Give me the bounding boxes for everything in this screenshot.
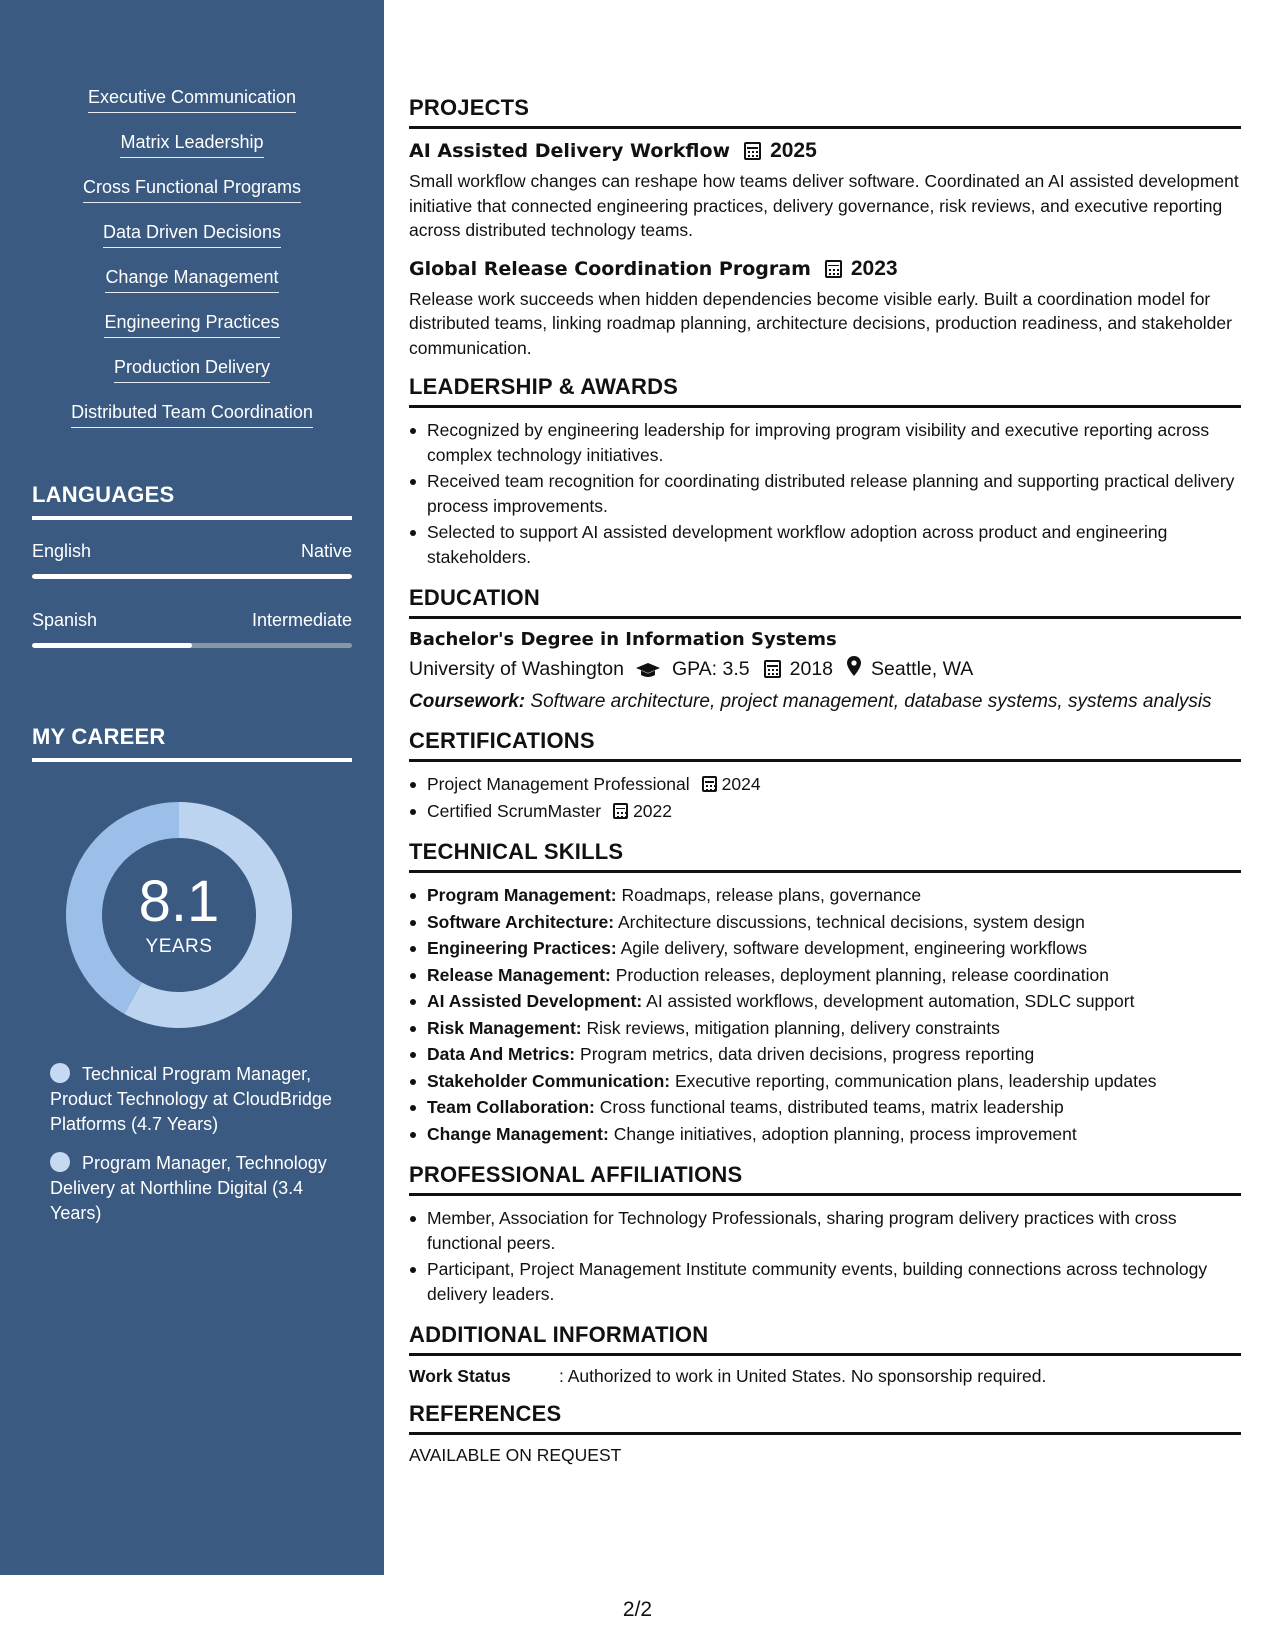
skill-item xyxy=(409,883,1241,908)
languages-heading: LANGUAGES xyxy=(32,482,352,520)
skill-tag: Executive Communication xyxy=(88,86,296,113)
page-number: 2/2 xyxy=(622,1598,653,1621)
skill-tag: Engineering Practices xyxy=(104,311,279,338)
section-title: EDUCATION xyxy=(409,585,1241,619)
location-pin-icon xyxy=(847,656,861,682)
education-year: 2018 xyxy=(789,657,834,680)
calendar-icon xyxy=(744,142,761,160)
career-item-text: Program Manager, Technology Delivery at Northline Digital (3.4 Years) xyxy=(50,1153,327,1223)
career-list xyxy=(50,1062,340,1240)
project-description: Release work succeeds when hidden dependencies become visible early. Built a coordination model for distributed teams, linking roadmap planning, architecture decisions, production readiness, and stakeholder communication. xyxy=(409,288,1232,358)
graduation-cap-icon xyxy=(636,662,660,676)
skill-value: Executive reporting, communication plans, leadership updates xyxy=(674,1070,1157,1091)
coursework xyxy=(409,690,1241,714)
calendar-icon xyxy=(825,260,842,278)
language-bar xyxy=(32,574,352,579)
skill-item xyxy=(409,963,1241,988)
work-status xyxy=(409,1366,1241,1387)
certification-name: Project Management Professional xyxy=(427,774,690,794)
sidebar xyxy=(0,0,384,1575)
education-location: Seattle, WA xyxy=(871,657,974,680)
career-item-text: Technical Program Manager, Product Technology at CloudBridge Platforms (4.7 Years) xyxy=(50,1064,332,1134)
coursework-text: Software architecture, project management, database systems, systems analysis xyxy=(530,691,1212,712)
list-item: Recognized by engineering leadership for improving program visibility and executive reporting across complex technology initiatives. xyxy=(409,418,1241,467)
education-details xyxy=(409,656,1241,682)
project-description: Small workflow changes can reshape how teams deliver software. Coordinated an AI assisted development initiative that connected engineering practices, delivery governance, risk reviews, and executive reporting across distributed technology teams. xyxy=(409,171,1239,240)
skill-label: Risk Management: xyxy=(427,1017,582,1038)
legend-dot xyxy=(50,1063,70,1083)
skill-value: Production releases, deployment planning, release coordination xyxy=(615,964,1109,985)
skill-value: Agile delivery, software development, engineering workflows xyxy=(620,938,1088,958)
skill-tags xyxy=(0,86,384,446)
language-bar xyxy=(32,643,352,648)
work-status-label: Work Status xyxy=(409,1366,511,1386)
project-title xyxy=(409,139,1241,163)
skill-item xyxy=(409,1042,1241,1067)
skill-item xyxy=(409,1122,1241,1147)
calendar-icon xyxy=(613,803,628,819)
skill-value: Cross functional teams, distributed teams, matrix leadership xyxy=(599,1097,1064,1117)
skill-tag: Production Delivery xyxy=(114,356,270,383)
project-title xyxy=(409,257,1241,281)
career-item xyxy=(50,1151,340,1226)
list-item: Selected to support AI assisted development workflow adoption across product and engineering stakeholders. xyxy=(409,520,1241,569)
project-year: 2023 xyxy=(850,256,898,280)
skill-tag: Data Driven Decisions xyxy=(103,221,281,248)
skill-tag: Matrix Leadership xyxy=(120,131,263,158)
skill-label: Team Collaboration: xyxy=(427,1097,595,1117)
skill-item xyxy=(409,936,1241,961)
skill-label: Change Management: xyxy=(427,1123,609,1144)
skill-item xyxy=(409,1095,1241,1120)
language-item xyxy=(32,541,352,579)
coursework-label: Coursework: xyxy=(409,691,526,712)
skill-value: Change initiatives, adoption planning, process improvement xyxy=(613,1123,1077,1144)
education-school: University of Washington xyxy=(409,657,624,680)
legend-dot xyxy=(50,1152,70,1172)
projects-section xyxy=(409,95,1241,360)
list-item: Member, Association for Technology Professionals, sharing program delivery practices with cross functional peers. xyxy=(409,1206,1241,1255)
skill-item xyxy=(409,910,1241,935)
skill-item xyxy=(409,1069,1241,1094)
skill-value: AI assisted workflows, development automation, SDLC support xyxy=(646,991,1135,1011)
language-item xyxy=(32,610,352,648)
language-level: Intermediate xyxy=(251,610,352,630)
calendar-icon xyxy=(702,776,717,792)
references-section xyxy=(409,1401,1241,1466)
certification-item xyxy=(409,799,1241,824)
list-item: Participant, Project Management Institute community events, building connections across technology delivery leaders. xyxy=(409,1257,1241,1306)
language-bar-fill xyxy=(32,574,352,579)
skill-tag: Cross Functional Programs xyxy=(83,176,301,203)
language-level: Native xyxy=(300,541,352,561)
education-gpa: GPA: 3.5 xyxy=(671,657,750,680)
skill-label: Engineering Practices: xyxy=(427,938,617,958)
section-title: ADDITIONAL INFORMATION xyxy=(409,1322,1241,1356)
career-heading: MY CAREER xyxy=(32,724,352,762)
additional-section xyxy=(409,1322,1241,1387)
calendar-icon xyxy=(764,660,781,678)
skill-label: Release Management: xyxy=(427,964,611,985)
career-total: 8.1 xyxy=(138,869,220,934)
skills-section xyxy=(409,839,1241,1146)
list-item: Received team recognition for coordinating distributed release planning and supporting practical delivery process improvements. xyxy=(409,469,1241,518)
skill-label: Program Management: xyxy=(427,885,617,905)
section-title: REFERENCES xyxy=(409,1401,1241,1435)
section-title: LEADERSHIP & AWARDS xyxy=(409,374,1241,408)
skill-value: Risk reviews, mitigation planning, delivery constraints xyxy=(586,1017,1000,1038)
skill-tag: Change Management xyxy=(105,266,278,293)
main-content xyxy=(409,95,1241,1478)
certification-item xyxy=(409,772,1241,797)
section-title: CERTIFICATIONS xyxy=(409,728,1241,762)
certifications-section xyxy=(409,728,1241,823)
section-title: PROJECTS xyxy=(409,95,1241,129)
project-year: 2025 xyxy=(770,139,817,162)
work-status-value: : Authorized to work in United States. No sponsorship required. xyxy=(559,1366,1047,1386)
language-bar-fill xyxy=(32,643,192,648)
career-item xyxy=(50,1062,340,1137)
skill-label: Stakeholder Communication: xyxy=(427,1070,671,1091)
certification-name: Certified ScrumMaster xyxy=(427,800,602,821)
skill-tag: Distributed Team Coordination xyxy=(71,401,313,428)
skill-item xyxy=(409,989,1241,1014)
skill-value: Roadmaps, release plans, governance xyxy=(621,885,922,905)
references-value: AVAILABLE ON REQUEST xyxy=(409,1445,622,1465)
skill-value: Program metrics, data driven decisions, progress reporting xyxy=(580,1044,1035,1064)
skill-label: AI Assisted Development: xyxy=(427,991,643,1011)
affiliations-section xyxy=(409,1162,1241,1306)
project-name: AI Assisted Delivery Workflow xyxy=(409,140,731,162)
certification-year: 2022 xyxy=(633,800,673,821)
certification-year: 2024 xyxy=(721,774,761,794)
section-title: PROFESSIONAL AFFILIATIONS xyxy=(409,1162,1241,1196)
education-section xyxy=(409,585,1241,714)
leadership-section xyxy=(409,374,1241,569)
skill-label: Software Architecture: xyxy=(427,911,615,932)
skill-item xyxy=(409,1016,1241,1041)
education-degree: Bachelor's Degree in Information Systems xyxy=(409,629,837,650)
language-name: English xyxy=(32,541,92,561)
skill-label: Data And Metrics: xyxy=(427,1044,576,1064)
section-title: TECHNICAL SKILLS xyxy=(409,839,1241,873)
career-donut xyxy=(66,802,292,1028)
skill-value: Architecture discussions, technical decisions, system design xyxy=(617,911,1085,932)
project-name: Global Release Coordination Program xyxy=(409,257,811,280)
career-unit: YEARS xyxy=(145,936,213,957)
language-name: Spanish xyxy=(32,610,98,630)
